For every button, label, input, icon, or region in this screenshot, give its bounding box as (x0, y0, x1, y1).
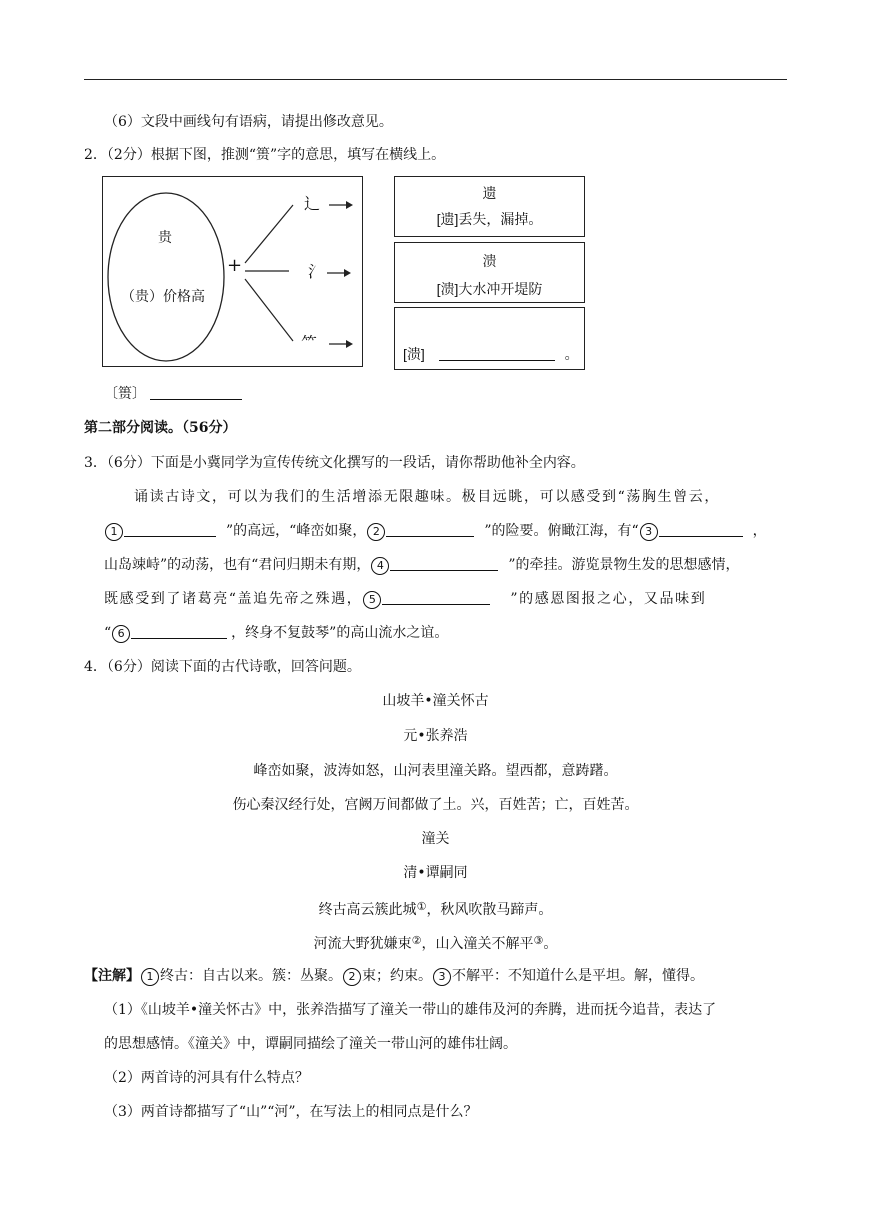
poem1-title: 山坡羊•潼关怀古 (382, 693, 489, 709)
poem-text: 河流大野犹嫌束 (313, 936, 412, 952)
definition-box-blank (394, 307, 585, 370)
q3-text: ”的高远，“峰峦如聚， (226, 523, 367, 539)
q4-stem: 4．（6分）阅读下面的古代诗歌，回答问题。 (84, 659, 361, 675)
box-char: 遗 (482, 185, 497, 201)
header-rule (84, 79, 787, 80)
notes-line (84, 966, 704, 986)
blank-number-5: 5 (363, 591, 381, 609)
poem2-line1 (84, 897, 787, 920)
answer-label: 〔篑〕 (104, 386, 146, 402)
q3-text: ”的牵挂。游览景物生发的思想感情， (508, 557, 740, 573)
character-diagram (102, 176, 363, 367)
answer-line-kui (104, 384, 242, 404)
definition-box-yi (394, 176, 585, 237)
fill-blank-6[interactable] (131, 624, 227, 639)
q1-item6: （6）文段中画线句有语病，请提出修改意见。 (104, 114, 393, 130)
q3-line3 (104, 555, 739, 575)
note-number-3: 3 (433, 968, 451, 986)
note-2: 束；约束。 (362, 968, 432, 984)
poem1-author: 元•张养浩 (403, 728, 468, 744)
q2-stem: 2．（2分）根据下图，推测“篑”字的意思，填写在横线上。 (84, 147, 446, 163)
oval-char: 贵 (158, 230, 172, 246)
q3-text: “ (104, 625, 112, 641)
q3-text: ， (752, 523, 767, 539)
poem-text: ，秋风吹散马蹄声。 (426, 902, 553, 918)
poem-text: 终古高云簇此城 (318, 902, 417, 918)
footnote-mark-1: ① (416, 900, 427, 913)
radical-walk-icon: 辶 (304, 194, 321, 213)
box-definition: [遗]丢失，漏掉。 (436, 211, 543, 227)
q3-text: ，终身不复鼓琴”的高山流水之谊。 (231, 625, 449, 641)
definition-box-kui (394, 242, 585, 303)
q3-stem: 3．（6分）下面是小冀同学为宣传传统文化撰写的一段话，请你帮助他补全内容。 (84, 455, 585, 471)
q4-sub2: （2）两首诗的河具有什么特点？ (104, 1070, 309, 1086)
box-definition: [溃]大水冲开堤防 (436, 281, 543, 297)
note-1: 终古：自古以来。簇：丛聚。 (160, 968, 342, 984)
section-title: 第二部分阅读。（56分） (84, 420, 237, 436)
blank-number-2: 2 (367, 523, 385, 541)
oval-definition: （贵）价格高 (121, 289, 205, 305)
q3-text: ”的险要。俯瞰江海，有“ (484, 523, 639, 539)
q3-line5 (104, 623, 448, 643)
box-char: 溃 (482, 253, 497, 269)
note-number-1: 1 (141, 968, 159, 986)
fill-blank-4[interactable] (390, 556, 498, 571)
poem-text: ，山入潼关不解平 (421, 936, 534, 952)
poem2-author: 清•谭嗣同 (403, 865, 468, 881)
blank-number-6: 6 (112, 625, 130, 643)
poem2-line2 (84, 931, 787, 954)
q4-sub1-line2: 的思想感情。《潼关》中，谭嗣同描绘了潼关一带山河的雄伟壮阔。 (104, 1036, 517, 1052)
fill-blank-5[interactable] (382, 590, 490, 605)
q3-text: ”的感恩图报之心，又品味到 (510, 591, 707, 607)
fill-blank-2[interactable] (386, 522, 474, 537)
poem1-line1: 峰峦如聚，波涛如怒，山河表里潼关路。望西都，意踌躇。 (253, 763, 618, 779)
q3-line2 (104, 521, 767, 541)
poem2-title: 潼关 (421, 831, 450, 847)
notes-label: 【注解】 (84, 968, 140, 984)
answer-blank[interactable] (150, 385, 242, 400)
box-answer-blank[interactable] (439, 346, 555, 361)
q4-sub3: （3）两首诗都描写了“山”“河”，在写法上的相同点是什么？ (104, 1104, 478, 1120)
q3-line1: 诵读古诗文，可以为我们的生活增添无限趣味。极目远眺，可以感受到“荡胸生曾云， (134, 489, 720, 505)
q3-text: 既感受到了诸葛亮“盖追先帝之殊遇， (104, 591, 363, 607)
poem1-line2: 伤心秦汉经行处，宫阙万间都做了土。兴，百姓苦；亡，百姓苦。 (232, 797, 639, 813)
footnote-mark-3: ③ (533, 934, 544, 947)
box-prefix: [溃] (403, 346, 425, 362)
note-3: 不解平：不知道什么是平坦。解，懂得。 (452, 968, 704, 984)
fill-blank-3[interactable] (659, 522, 743, 537)
radical-bamboo-icon: ⺮ (301, 333, 318, 352)
poem-text: 。 (543, 936, 558, 952)
note-number-2: 2 (343, 968, 361, 986)
box-suffix: 。 (564, 346, 579, 362)
blank-number-4: 4 (371, 557, 389, 575)
footnote-mark-2: ② (411, 934, 422, 947)
q4-sub1-line1: （1）《山坡羊•潼关怀古》中，张养浩描写了潼关一带山的雄伟及河的奔腾，进而抚今追昔，表达了 (104, 1002, 717, 1018)
blank-number-1: 1 (105, 523, 123, 541)
fill-blank-1[interactable] (124, 522, 216, 537)
q3-text: 山岛竦峙”的动荡，也有“君问归期未有期， (104, 557, 371, 573)
q3-line4 (104, 589, 706, 609)
plus-sign: + (227, 255, 243, 276)
radical-water-icon: 氵 (308, 262, 325, 281)
blank-number-3: 3 (640, 523, 658, 541)
